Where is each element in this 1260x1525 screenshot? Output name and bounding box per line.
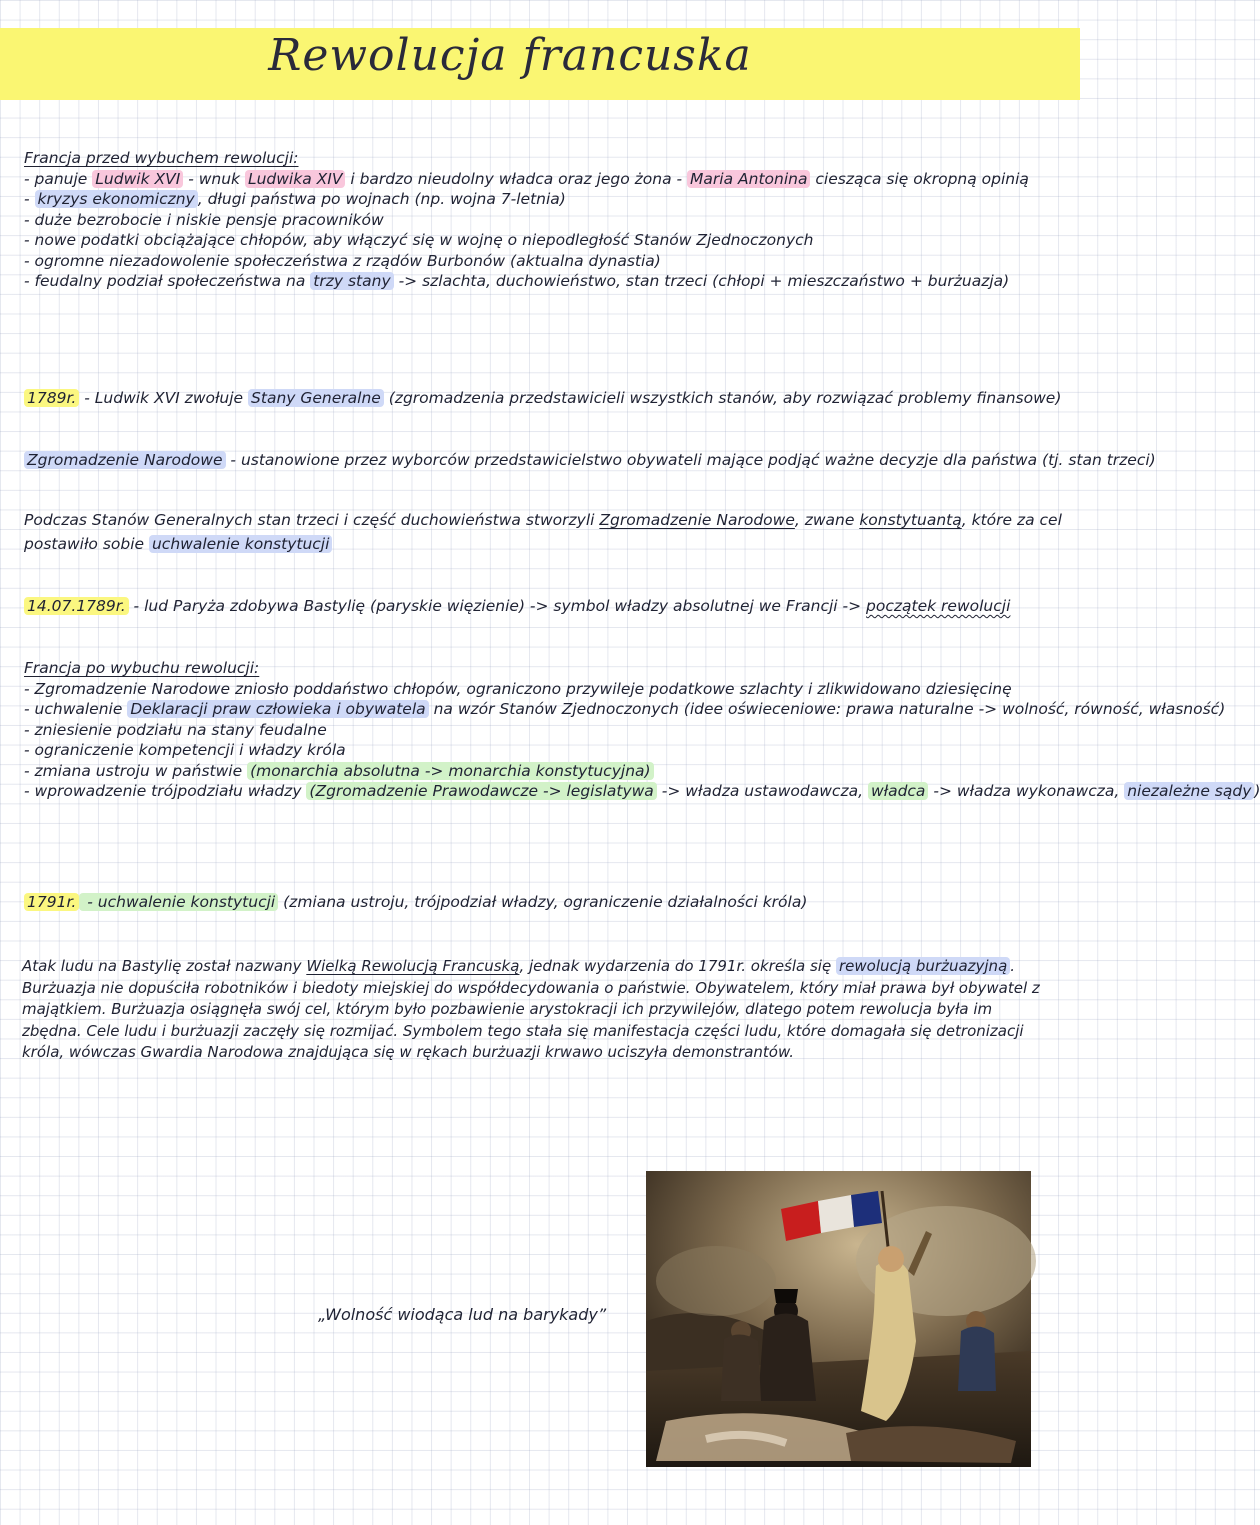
text: i bardzo nieudolny władca oraz jego żona - — [345, 169, 688, 188]
highlight-louis-xiv: Ludwika XIV — [245, 170, 345, 188]
text: - ustanowione przez wyborców przedstawicielstwo obywateli mające podjąć ważne decyzje dla państwa (tj. stan trzeci) — [225, 451, 1156, 469]
underlined-revolution-start: początek rewolucji — [866, 597, 1011, 615]
event-date: 14.07.1789r. — [24, 597, 129, 615]
underlined-national-assembly: Zgromadzenie Narodowe — [599, 511, 795, 529]
section-heading: Francja po wybuchu rewolucji: — [24, 659, 260, 677]
list-item: - Zgromadzenie Narodowe zniosło poddaństwo chłopów, ograniczono przywileje podatkowe szlachty i zlikwidowano dziesięcinę — [24, 679, 1012, 698]
text: -> władza ustawodawcza, — [656, 782, 868, 800]
highlight-crisis: kryzys ekonomiczny — [35, 190, 198, 208]
list-item — [24, 271, 1054, 292]
paragraph-during-estates — [24, 508, 1062, 556]
text: -> szlachta, duchowieństwo, stan trzeci (chłopi + mieszczaństwo + burżuazja) — [393, 272, 1010, 290]
list-item: - ogromne niezadowolenie społeczeństwa z rządów Burbonów (aktualna dynastia) — [24, 251, 661, 270]
section-before-revolution — [24, 148, 1054, 292]
highlight-estates-general: Stany Generalne — [248, 389, 384, 407]
text: ) — [1254, 782, 1260, 800]
text: , długi państwa po wojnach (np. wojna 7-letnia) — [197, 190, 566, 208]
text: , które za cel — [961, 511, 1062, 529]
event-bastille — [24, 596, 1054, 617]
text: postawiło sobie — [24, 535, 149, 553]
text: - zmiana ustroju w państwie — [24, 761, 248, 780]
list-item: - duże bezrobocie i niskie pensje pracowników — [24, 210, 384, 229]
highlight-three-estates: trzy stany — [310, 272, 393, 290]
text: , zwane — [794, 511, 860, 529]
highlight-constitution: - uchwalenie konstytucji — [79, 893, 278, 911]
underlined-konstytuanta: konstytuantą — [859, 511, 962, 529]
definition-national-assembly — [24, 450, 1156, 471]
text: - uchwalenie — [24, 700, 128, 718]
page-title: Rewolucja francuska — [268, 30, 752, 81]
list-item: - nowe podatki obciążające chłopów, aby włączyć się w wojnę o niepodległość Stanów Zjednoczonych — [24, 231, 814, 249]
text: - wnuk — [183, 169, 245, 188]
list-item: - zniesienie podziału na stany feudalne — [24, 720, 327, 739]
highlight-declaration: Deklaracji praw człowieka i obywatela — [127, 700, 428, 718]
text: - lud Paryża zdobywa Bastylię (paryskie więzienie) -> symbol władzy absolutnej we Francji -> — [128, 597, 867, 615]
highlight-legislature: (Zgromadzenie Prawodawcze -> legislatywa — [306, 782, 656, 800]
highlight-national-assembly: Zgromadzenie Narodowe — [24, 451, 226, 469]
text: , jednak wydarzenia do 1791r. określa się — [519, 957, 836, 975]
text: - Ludwik XVI zwołuje — [79, 389, 249, 407]
text: - wprowadzenie trójpodziału władzy — [24, 782, 307, 800]
text: na wzór Stanów Zjednoczonych (idee oświeceniowe: prawa naturalne -> wolność, równość, własność) — [428, 700, 1226, 718]
list-item — [24, 189, 1054, 210]
event-date: 1789r. — [24, 389, 79, 407]
highlight-courts: niezależne sądy — [1124, 782, 1254, 800]
list-item — [24, 781, 1260, 802]
section-heading: Francja przed wybuchem rewolucji: — [24, 149, 299, 167]
highlight-ruler: władca — [868, 782, 929, 800]
list-item — [24, 169, 1054, 190]
highlight-monarchy-change: (monarchia absolutna -> monarchia konstytucyjna) — [247, 762, 654, 780]
section-after-revolution — [24, 658, 1260, 802]
text: . Burżuazja nie dopuściła robotników i biedoty miejskiej do współdecydowania o państwie. Obywatelem, który miał prawa był obywatel z majątkiem. Burżuazja osiągnęła swój cel, którym było pozbawienie arystokracji ich przywilejów, dlatego potem rewolucja była im zbędna. Cele ludu i burżuazji zaczęły się rozmijać. Symbolem tego stała się manifestacja części ludu, które domagała się detronizacji króla, wówczas Gwardia Narodowa znajdująca się w rękach burżuazji krwawo uciszyła demonstrantów. — [22, 957, 1040, 1061]
list-item — [24, 761, 1054, 782]
text: - panuje — [24, 169, 93, 188]
painting-caption: „Wolność wiodąca lud na barykady” — [318, 1305, 607, 1324]
text: (zgromadzenia przedstawicieli wszystkich stanów, aby rozwiązać problemy finansowe) — [383, 389, 1062, 407]
text: Podczas Stanów Generalnych stan trzeci i część duchowieństwa stworzyli — [24, 511, 600, 529]
text: -> władza wykonawcza, — [928, 782, 1125, 800]
event-date: 1791r. — [24, 893, 79, 911]
text: Atak ludu na Bastylię został nazwany — [22, 957, 307, 975]
list-item — [24, 699, 1226, 720]
event-1791-constitution — [24, 892, 1054, 913]
text: - feudalny podział społeczeństwa na — [24, 272, 311, 290]
highlight-louis-xvi: Ludwik XVI — [92, 170, 183, 188]
text: ciesząca się okropną opinią — [810, 169, 1029, 188]
underlined-great-revolution: Wielką Rewolucją Francuską — [306, 957, 520, 975]
highlight-maria-antonina: Maria Antonina — [687, 170, 810, 188]
highlight-bourgeois-revolution: rewolucją burżuazyjną — [836, 957, 1010, 975]
text: (zmiana ustroju, trójpodział władzy, ograniczenie działalności króla) — [278, 893, 808, 911]
list-item: - ograniczenie kompetencji i władzy króla — [24, 741, 346, 759]
highlight-constitution-goal: uchwalenie konstytucji — [149, 535, 332, 553]
paragraph-bourgeois-revolution — [22, 956, 1052, 1064]
text: - — [24, 190, 35, 208]
event-1789-estates — [24, 388, 1062, 409]
liberty-leading-the-people-painting — [646, 1171, 1031, 1467]
